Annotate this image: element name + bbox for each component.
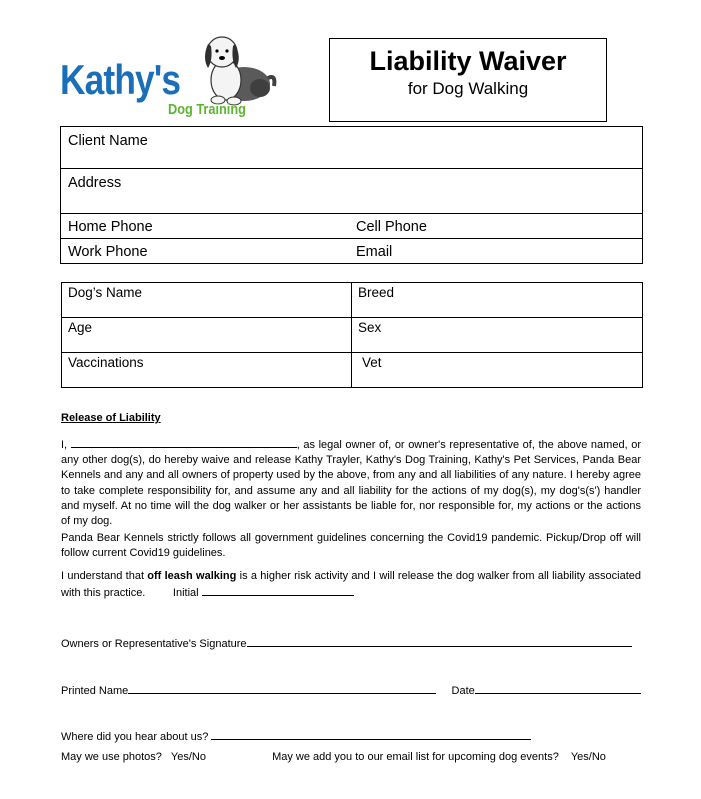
home-phone-field[interactable] [61,214,350,239]
client-name-field[interactable] [61,127,643,169]
age-label: Age [68,320,93,335]
release-heading: Release of Liability [61,412,161,424]
off-leash-post: is a higher risk activity and I will release the dog walker from all liability associated with this practice. [61,570,641,600]
printed-name-label: Printed Name [61,685,129,697]
page-subtitle: for Dog Walking [407,79,529,98]
email-list-question: May we add you to our email list for upcoming dog events? [272,751,559,763]
address-field[interactable] [61,169,643,214]
work-phone-label: Work Phone [68,244,148,260]
hear-about-label: Where did you hear about us? [61,731,209,743]
printed-name-blank[interactable] [128,682,436,694]
photos-question: May we use photos? [61,751,162,763]
client-info-table [60,126,643,264]
initial-blank[interactable] [202,584,354,596]
vaccinations-field[interactable] [62,353,352,388]
email-list-option[interactable]: Yes/No [570,751,606,763]
company-logo [60,34,275,129]
owner-signature-row [61,635,632,650]
email-label: Email [356,244,393,260]
breed-field[interactable] [352,283,643,318]
date-blank[interactable] [475,682,641,694]
vet-field[interactable] [352,353,643,388]
off-leash-paragraph [61,569,641,601]
release-prefix: I, [61,439,68,451]
home-phone-label: Home Phone [68,219,153,235]
hear-about-blank[interactable] [211,728,531,740]
dogs-name-field[interactable] [62,283,352,318]
client-name-label: Client Name [68,133,148,149]
address-label: Address [68,175,122,191]
breed-label: Breed [358,285,395,300]
off-leash-pre: I understand that [61,570,145,582]
age-field[interactable] [62,318,352,353]
sex-field[interactable] [352,318,643,353]
release-text: , as legal owner of, or owner's representative of, the above named, or any other dog(s), do hereby waive and release Kathy Trayler, Kathy's Dog Training, Kathy's Pet Services, Panda Bear Kennels and any and all owners of property used by the above, from any and all liabilities of any nature. I hereby agree to take complete responsibility for, and assume any and all liability for the actions of my dog(s), my dog's(s') handler and myself. At no time will the dog walker or her assistants be liable for, nor responsible for, my actions or the actions of my dog. [61,439,641,528]
initial-label: Initial [172,587,199,600]
owner-name-blank[interactable] [71,436,297,448]
off-leash-bold: off leash walking [147,570,237,582]
consent-row [61,751,661,763]
owner-signature-blank[interactable] [247,635,632,647]
printed-name-row [61,682,641,697]
logo-brand-sub: Dog Training [168,101,246,118]
date-label: Date [451,685,475,697]
vaccinations-label: Vaccinations [68,355,144,370]
dogs-name-label: Dog’s Name [68,285,143,300]
work-phone-field[interactable] [61,239,350,264]
vet-label: Vet [362,355,382,370]
covid-paragraph: Panda Bear Kennels strictly follows all government guidelines concerning the Covid19 pandemic. Pickup/Drop off will follow current Covid19 guidelines. [61,532,641,560]
email-field[interactable] [349,239,643,264]
logo-brand-main: Kathy's [60,56,181,103]
cell-phone-field[interactable] [349,214,643,239]
dog-illustration-icon [198,34,278,106]
sex-label: Sex [358,320,382,335]
owner-signature-label: Owners or Representative's Signature [61,638,247,650]
title-box [329,38,607,122]
page-title: Liability Waiver [369,46,567,76]
hear-about-row [61,728,531,743]
cell-phone-label: Cell Phone [356,219,427,235]
photos-option[interactable]: Yes/No [170,751,206,763]
release-paragraph [61,436,641,529]
dog-info-table [61,282,643,388]
